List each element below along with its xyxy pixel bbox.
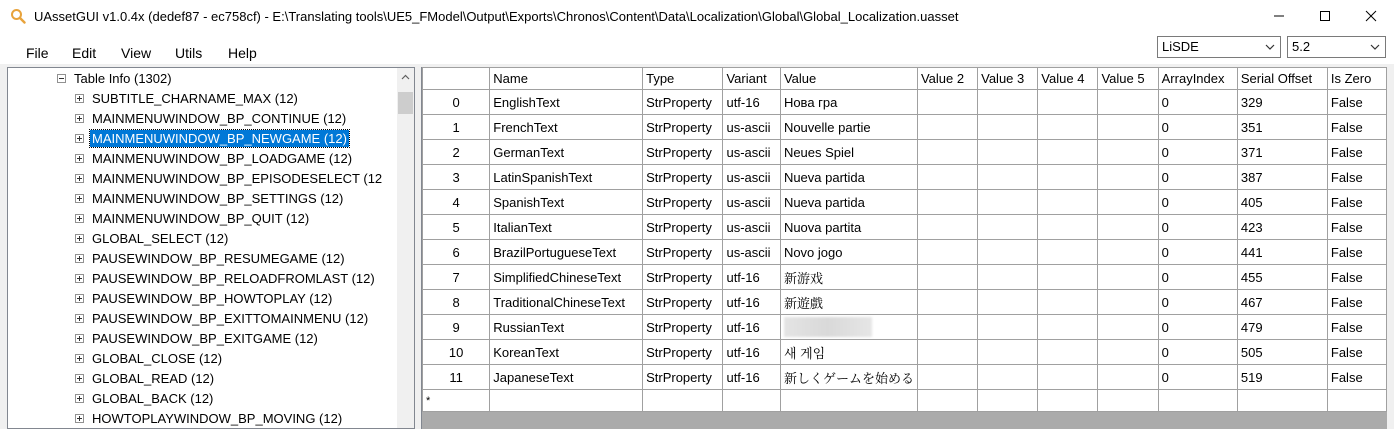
table-cell[interactable]: 0 <box>1158 265 1237 290</box>
search-icon <box>10 8 26 24</box>
tree-item[interactable] <box>75 388 215 408</box>
table-cell[interactable]: False <box>1327 265 1386 290</box>
table-cell[interactable] <box>1098 315 1158 340</box>
table-cell[interactable] <box>643 390 723 412</box>
table-cell[interactable]: Nueva partida <box>780 190 917 215</box>
tree-item[interactable] <box>75 308 370 328</box>
table-cell[interactable]: us-ascii <box>723 215 780 240</box>
tree-root[interactable] <box>57 68 174 88</box>
close-icon <box>1365 10 1377 22</box>
tree-item-label: SUBTITLE_CHARNAME_MAX (12) <box>92 90 298 106</box>
column-header[interactable]: Serial Offset <box>1237 68 1327 90</box>
table-cell[interactable]: ItalianText <box>490 215 643 240</box>
table-cell[interactable]: 新游戏 <box>780 265 917 290</box>
chevron-down-icon <box>1368 40 1382 54</box>
tree-item-label: MAINMENUWINDOW_BP_EPISODESELECT (12 <box>92 170 383 186</box>
table-cell[interactable] <box>780 390 917 412</box>
table-cell[interactable]: 0 <box>1158 315 1237 340</box>
tree-item-label: MAINMENUWINDOW_BP_LOADGAME (12) <box>92 150 353 166</box>
table-cell[interactable]: 405 <box>1237 190 1327 215</box>
table-cell[interactable] <box>1038 140 1098 165</box>
scroll-up-button[interactable] <box>397 68 414 85</box>
table-cell[interactable]: Nouvelle partie <box>780 115 917 140</box>
table-cell[interactable]: 455 <box>1237 265 1327 290</box>
table-cell[interactable] <box>978 165 1038 190</box>
table-cell[interactable]: us-ascii <box>723 165 780 190</box>
property-table <box>422 67 1387 412</box>
expand-icon[interactable] <box>75 414 84 423</box>
tree-item-label: GLOBAL_CLOSE (12) <box>92 350 223 366</box>
table-cell[interactable]: Nuova partita <box>780 215 917 240</box>
tree-item-label: PAUSEWINDOW_BP_EXITGAME (12) <box>92 330 318 346</box>
table-cell[interactable]: False <box>1327 365 1386 390</box>
table-cell[interactable]: 371 <box>1237 140 1327 165</box>
table-cell[interactable]: False <box>1327 315 1386 340</box>
expand-icon[interactable] <box>75 194 84 203</box>
column-header[interactable]: Value 4 <box>1038 68 1098 90</box>
tree-item-label: PAUSEWINDOW_BP_RESUMEGAME (12) <box>92 250 345 266</box>
table-cell[interactable]: StrProperty <box>643 315 723 340</box>
column-header[interactable]: Value 3 <box>978 68 1038 90</box>
title-bar <box>0 0 1394 32</box>
grid-body <box>423 90 1387 412</box>
table-cell[interactable] <box>917 190 977 215</box>
table-cell[interactable] <box>1098 215 1158 240</box>
column-header[interactable]: Value 5 <box>1098 68 1158 90</box>
table-cell[interactable] <box>1038 290 1098 315</box>
table-cell[interactable]: 新しくゲームを始める <box>780 365 917 390</box>
table-cell[interactable]: Нова гра <box>780 90 917 115</box>
table-cell[interactable]: StrProperty <box>643 190 723 215</box>
table-cell[interactable]: utf-16 <box>723 365 780 390</box>
table-cell[interactable]: utf-16 <box>723 90 780 115</box>
row-header[interactable]: 1 <box>423 115 490 140</box>
tree-item[interactable] <box>75 108 348 128</box>
table-cell[interactable] <box>917 165 977 190</box>
table-cell[interactable] <box>1038 190 1098 215</box>
tree-item-label: MAINMENUWINDOW_BP_CONTINUE (12) <box>92 110 347 126</box>
table-row[interactable] <box>423 190 1387 215</box>
table-row[interactable] <box>423 165 1387 190</box>
table-cell[interactable] <box>1038 215 1098 240</box>
tree-item-label: MAINMENUWINDOW_BP_NEWGAME (12) <box>92 130 347 146</box>
column-header[interactable]: Value 2 <box>917 68 977 90</box>
table-cell[interactable]: 0 <box>1158 340 1237 365</box>
tree-item-label: MAINMENUWINDOW_BP_SETTINGS (12) <box>92 190 344 206</box>
table-cell[interactable]: us-ascii <box>723 190 780 215</box>
table-row[interactable] <box>423 265 1387 290</box>
table-cell[interactable]: 0 <box>1158 365 1237 390</box>
table-cell[interactable]: 387 <box>1237 165 1327 190</box>
table-cell[interactable]: False <box>1327 140 1386 165</box>
table-cell[interactable]: EnglishText <box>490 90 643 115</box>
table-cell[interactable] <box>1098 340 1158 365</box>
table-cell[interactable] <box>780 315 917 340</box>
tree-root-label: Table Info (1302) <box>74 70 172 86</box>
tree-item[interactable] <box>75 228 230 248</box>
table-cell[interactable]: 0 <box>1158 165 1237 190</box>
column-header[interactable]: Variant <box>723 68 780 90</box>
table-cell[interactable]: us-ascii <box>723 140 780 165</box>
engine-version-dropdown-value: 5.2 <box>1292 39 1311 54</box>
tree-item-label: GLOBAL_SELECT (12) <box>92 230 229 246</box>
table-cell[interactable]: utf-16 <box>723 315 780 340</box>
table-cell[interactable] <box>1098 290 1158 315</box>
tree-item[interactable] <box>75 128 349 148</box>
table-cell[interactable]: StrProperty <box>643 265 723 290</box>
table-cell[interactable]: False <box>1327 165 1386 190</box>
minimize-button[interactable] <box>1256 0 1302 32</box>
table-cell[interactable] <box>978 140 1038 165</box>
table-cell[interactable] <box>917 240 977 265</box>
property-grid <box>421 67 1387 429</box>
table-cell[interactable]: LatinSpanishText <box>490 165 643 190</box>
table-cell[interactable] <box>917 390 977 412</box>
table-cell[interactable] <box>978 265 1038 290</box>
table-cell[interactable]: False <box>1327 240 1386 265</box>
table-cell[interactable] <box>1038 90 1098 115</box>
table-cell[interactable]: StrProperty <box>643 340 723 365</box>
table-cell[interactable] <box>978 315 1038 340</box>
table-cell[interactable]: False <box>1327 215 1386 240</box>
table-cell[interactable]: StrProperty <box>643 165 723 190</box>
table-cell[interactable]: StrProperty <box>643 365 723 390</box>
table-cell[interactable]: utf-16 <box>723 265 780 290</box>
expand-icon[interactable] <box>75 154 84 163</box>
table-cell[interactable]: 0 <box>1158 90 1237 115</box>
table-row[interactable] <box>423 315 1387 340</box>
menu-view[interactable]: View <box>121 45 152 61</box>
tree-item-label: PAUSEWINDOW_BP_RELOADFROMLAST (12) <box>92 270 375 286</box>
table-cell[interactable] <box>1038 315 1098 340</box>
table-cell[interactable] <box>1327 390 1386 412</box>
table-row[interactable] <box>423 290 1387 315</box>
table-cell[interactable]: us-ascii <box>723 115 780 140</box>
tree-scrollbar[interactable] <box>397 68 414 428</box>
table-cell[interactable]: False <box>1327 90 1386 115</box>
table-cell[interactable]: Nueva partida <box>780 165 917 190</box>
table-cell[interactable] <box>978 390 1038 412</box>
tree-item-label: PAUSEWINDOW_BP_EXITTOMAINMENU (12) <box>92 310 369 326</box>
table-cell[interactable] <box>1038 365 1098 390</box>
table-cell[interactable]: False <box>1327 115 1386 140</box>
table-cell[interactable]: 351 <box>1237 115 1327 140</box>
column-header[interactable]: Value <box>780 68 917 90</box>
expand-icon[interactable] <box>75 274 84 283</box>
close-button[interactable] <box>1348 0 1394 32</box>
table-cell[interactable] <box>1098 140 1158 165</box>
table-cell[interactable] <box>1098 115 1158 140</box>
table-cell[interactable] <box>917 365 977 390</box>
table-cell[interactable]: utf-16 <box>723 290 780 315</box>
mappings-dropdown[interactable] <box>1157 36 1281 58</box>
table-row[interactable] <box>423 240 1387 265</box>
table-row[interactable] <box>423 215 1387 240</box>
row-header[interactable]: 0 <box>423 90 490 115</box>
row-header[interactable]: 7 <box>423 265 490 290</box>
table-cell[interactable]: 새 게임 <box>780 340 917 365</box>
table-cell[interactable] <box>978 290 1038 315</box>
minimize-icon <box>1273 10 1285 22</box>
table-cell[interactable] <box>1098 165 1158 190</box>
table-cell[interactable] <box>1038 115 1098 140</box>
row-header[interactable]: 2 <box>423 140 490 165</box>
table-cell[interactable] <box>917 340 977 365</box>
expand-icon[interactable] <box>75 394 84 403</box>
table-cell[interactable]: 0 <box>1158 240 1237 265</box>
tree-item[interactable] <box>75 328 320 348</box>
table-cell[interactable] <box>1098 390 1158 412</box>
table-cell[interactable] <box>978 365 1038 390</box>
table-cell[interactable]: 467 <box>1237 290 1327 315</box>
table-cell[interactable] <box>917 215 977 240</box>
row-header[interactable]: 3 <box>423 165 490 190</box>
column-header-corner[interactable] <box>423 68 490 90</box>
table-cell[interactable]: 0 <box>1158 190 1237 215</box>
grid-header-row <box>423 68 1387 90</box>
row-header[interactable]: 6 <box>423 240 490 265</box>
table-cell[interactable] <box>1237 390 1327 412</box>
table-cell[interactable]: 441 <box>1237 240 1327 265</box>
table-cell[interactable] <box>917 315 977 340</box>
window-edge <box>1387 67 1394 429</box>
tree-item[interactable] <box>75 408 344 428</box>
table-cell[interactable] <box>917 265 977 290</box>
table-cell[interactable]: False <box>1327 290 1386 315</box>
expand-icon[interactable] <box>75 234 84 243</box>
column-header[interactable]: Is Zero <box>1327 68 1386 90</box>
row-header[interactable]: 10 <box>423 340 490 365</box>
menu-help[interactable]: Help <box>228 45 257 61</box>
table-cell[interactable] <box>917 115 977 140</box>
tree-item[interactable] <box>75 268 377 288</box>
table-cell[interactable]: Novo jogo <box>780 240 917 265</box>
table-cell[interactable]: 0 <box>1158 140 1237 165</box>
table-cell[interactable] <box>490 390 643 412</box>
table-cell[interactable]: us-ascii <box>723 240 780 265</box>
table-cell[interactable] <box>978 90 1038 115</box>
tree-item-label: GLOBAL_READ (12) <box>92 370 215 386</box>
maximize-icon <box>1319 10 1331 22</box>
table-cell[interactable]: KoreanText <box>490 340 643 365</box>
maximize-button[interactable] <box>1302 0 1348 32</box>
table-cell[interactable] <box>1038 340 1098 365</box>
table-cell[interactable] <box>978 215 1038 240</box>
new-row[interactable] <box>423 390 1387 412</box>
expand-icon[interactable] <box>75 374 84 383</box>
table-cell[interactable]: 423 <box>1237 215 1327 240</box>
table-cell[interactable] <box>1038 390 1098 412</box>
table-cell[interactable] <box>1038 165 1098 190</box>
table-cell[interactable]: Neues Spiel <box>780 140 917 165</box>
table-cell[interactable]: 0 <box>1158 115 1237 140</box>
table-cell[interactable]: JapaneseText <box>490 365 643 390</box>
row-header[interactable]: 5 <box>423 215 490 240</box>
tree-item[interactable] <box>75 288 334 308</box>
expand-icon[interactable] <box>75 214 84 223</box>
tree-item-label: GLOBAL_BACK (12) <box>92 390 214 406</box>
table-cell[interactable]: FrenchText <box>490 115 643 140</box>
table-cell[interactable]: TraditionalChineseText <box>490 290 643 315</box>
tree-item[interactable] <box>75 168 384 188</box>
row-header[interactable]: 11 <box>423 365 490 390</box>
table-cell[interactable] <box>917 290 977 315</box>
expand-icon[interactable] <box>75 114 84 123</box>
table-row[interactable] <box>423 115 1387 140</box>
tree-item-label: PAUSEWINDOW_BP_HOWTOPLAY (12) <box>92 290 333 306</box>
tree-item[interactable] <box>75 188 345 208</box>
table-cell[interactable] <box>978 340 1038 365</box>
table-cell[interactable] <box>1038 265 1098 290</box>
table-cell[interactable]: utf-16 <box>723 340 780 365</box>
tree-item-label: HOWTOPLAYWINDOW_BP_MOVING (12) <box>92 410 343 426</box>
column-header[interactable]: Name <box>490 68 643 90</box>
table-cell[interactable]: StrProperty <box>643 140 723 165</box>
table-cell[interactable]: 519 <box>1237 365 1327 390</box>
scroll-thumb[interactable] <box>398 92 413 114</box>
menu-edit[interactable]: Edit <box>72 45 97 61</box>
chevron-down-icon <box>1263 40 1277 54</box>
window-title: UAssetGUI v1.0.4x (dedef87 - ec758cf) - E:\Translating tools\UE5_FModel\Output\Exports\Chronos\Content\Data\Localization\Global\Global_Localization.uasset <box>34 8 959 24</box>
table-cell[interactable]: SpanishText <box>490 190 643 215</box>
tree-item[interactable] <box>75 368 216 388</box>
tree-item[interactable] <box>75 208 311 228</box>
table-cell[interactable] <box>978 190 1038 215</box>
expand-icon[interactable] <box>75 314 84 323</box>
redacted-value <box>784 317 872 337</box>
table-cell[interactable] <box>723 390 780 412</box>
table-cell[interactable]: False <box>1327 340 1386 365</box>
row-header[interactable]: 4 <box>423 190 490 215</box>
table-cell[interactable] <box>1098 240 1158 265</box>
column-header[interactable]: ArrayIndex <box>1158 68 1237 90</box>
expand-icon[interactable] <box>75 134 84 143</box>
table-cell[interactable] <box>978 115 1038 140</box>
table-cell[interactable]: StrProperty <box>643 115 723 140</box>
table-cell[interactable] <box>1038 240 1098 265</box>
table-cell[interactable]: StrProperty <box>643 90 723 115</box>
tree-item[interactable] <box>75 148 354 168</box>
expand-icon[interactable] <box>75 334 84 343</box>
table-cell[interactable] <box>978 240 1038 265</box>
tree-item[interactable] <box>75 248 347 268</box>
expand-icon[interactable] <box>75 354 84 363</box>
table-row[interactable] <box>423 340 1387 365</box>
mappings-dropdown-value: LiSDE <box>1162 39 1199 54</box>
table-cell[interactable] <box>1098 265 1158 290</box>
column-header[interactable]: Type <box>643 68 723 90</box>
table-cell[interactable]: 0 <box>1158 290 1237 315</box>
table-row[interactable] <box>423 365 1387 390</box>
table-cell[interactable]: False <box>1327 190 1386 215</box>
table-row[interactable] <box>423 140 1387 165</box>
asset-tree[interactable] <box>7 67 415 429</box>
table-cell[interactable]: StrProperty <box>643 290 723 315</box>
table-cell[interactable] <box>1098 90 1158 115</box>
table-cell[interactable]: 新遊戲 <box>780 290 917 315</box>
table-cell[interactable]: 0 <box>1158 215 1237 240</box>
chevron-up-icon <box>401 74 410 80</box>
expand-icon[interactable] <box>75 94 84 103</box>
table-cell[interactable] <box>1098 190 1158 215</box>
table-cell[interactable]: 329 <box>1237 90 1327 115</box>
table-cell[interactable] <box>917 140 977 165</box>
table-cell[interactable]: 479 <box>1237 315 1327 340</box>
menu-file[interactable]: File <box>26 45 49 61</box>
row-header[interactable]: 8 <box>423 290 490 315</box>
tree-item[interactable] <box>75 348 224 368</box>
table-cell[interactable]: BrazilPortugueseText <box>490 240 643 265</box>
expand-icon[interactable] <box>75 294 84 303</box>
tree-item[interactable] <box>75 88 300 108</box>
table-row[interactable] <box>423 90 1387 115</box>
table-cell[interactable]: RussianText <box>490 315 643 340</box>
tree-item-label: MAINMENUWINDOW_BP_QUIT (12) <box>92 210 310 226</box>
table-cell[interactable] <box>917 90 977 115</box>
table-cell[interactable]: SimplifiedChineseText <box>490 265 643 290</box>
table-cell[interactable]: StrProperty <box>643 215 723 240</box>
engine-version-dropdown[interactable] <box>1287 36 1386 58</box>
table-cell[interactable]: GermanText <box>490 140 643 165</box>
collapse-icon[interactable] <box>57 74 66 83</box>
table-cell[interactable]: 505 <box>1237 340 1327 365</box>
new-row-marker[interactable]: * <box>423 390 490 412</box>
table-cell[interactable] <box>1098 365 1158 390</box>
row-header[interactable]: 9 <box>423 315 490 340</box>
menu-utils[interactable]: Utils <box>175 45 203 61</box>
expand-icon[interactable] <box>75 254 84 263</box>
table-cell[interactable]: StrProperty <box>643 240 723 265</box>
expand-icon[interactable] <box>75 174 84 183</box>
table-cell[interactable] <box>1158 390 1237 412</box>
